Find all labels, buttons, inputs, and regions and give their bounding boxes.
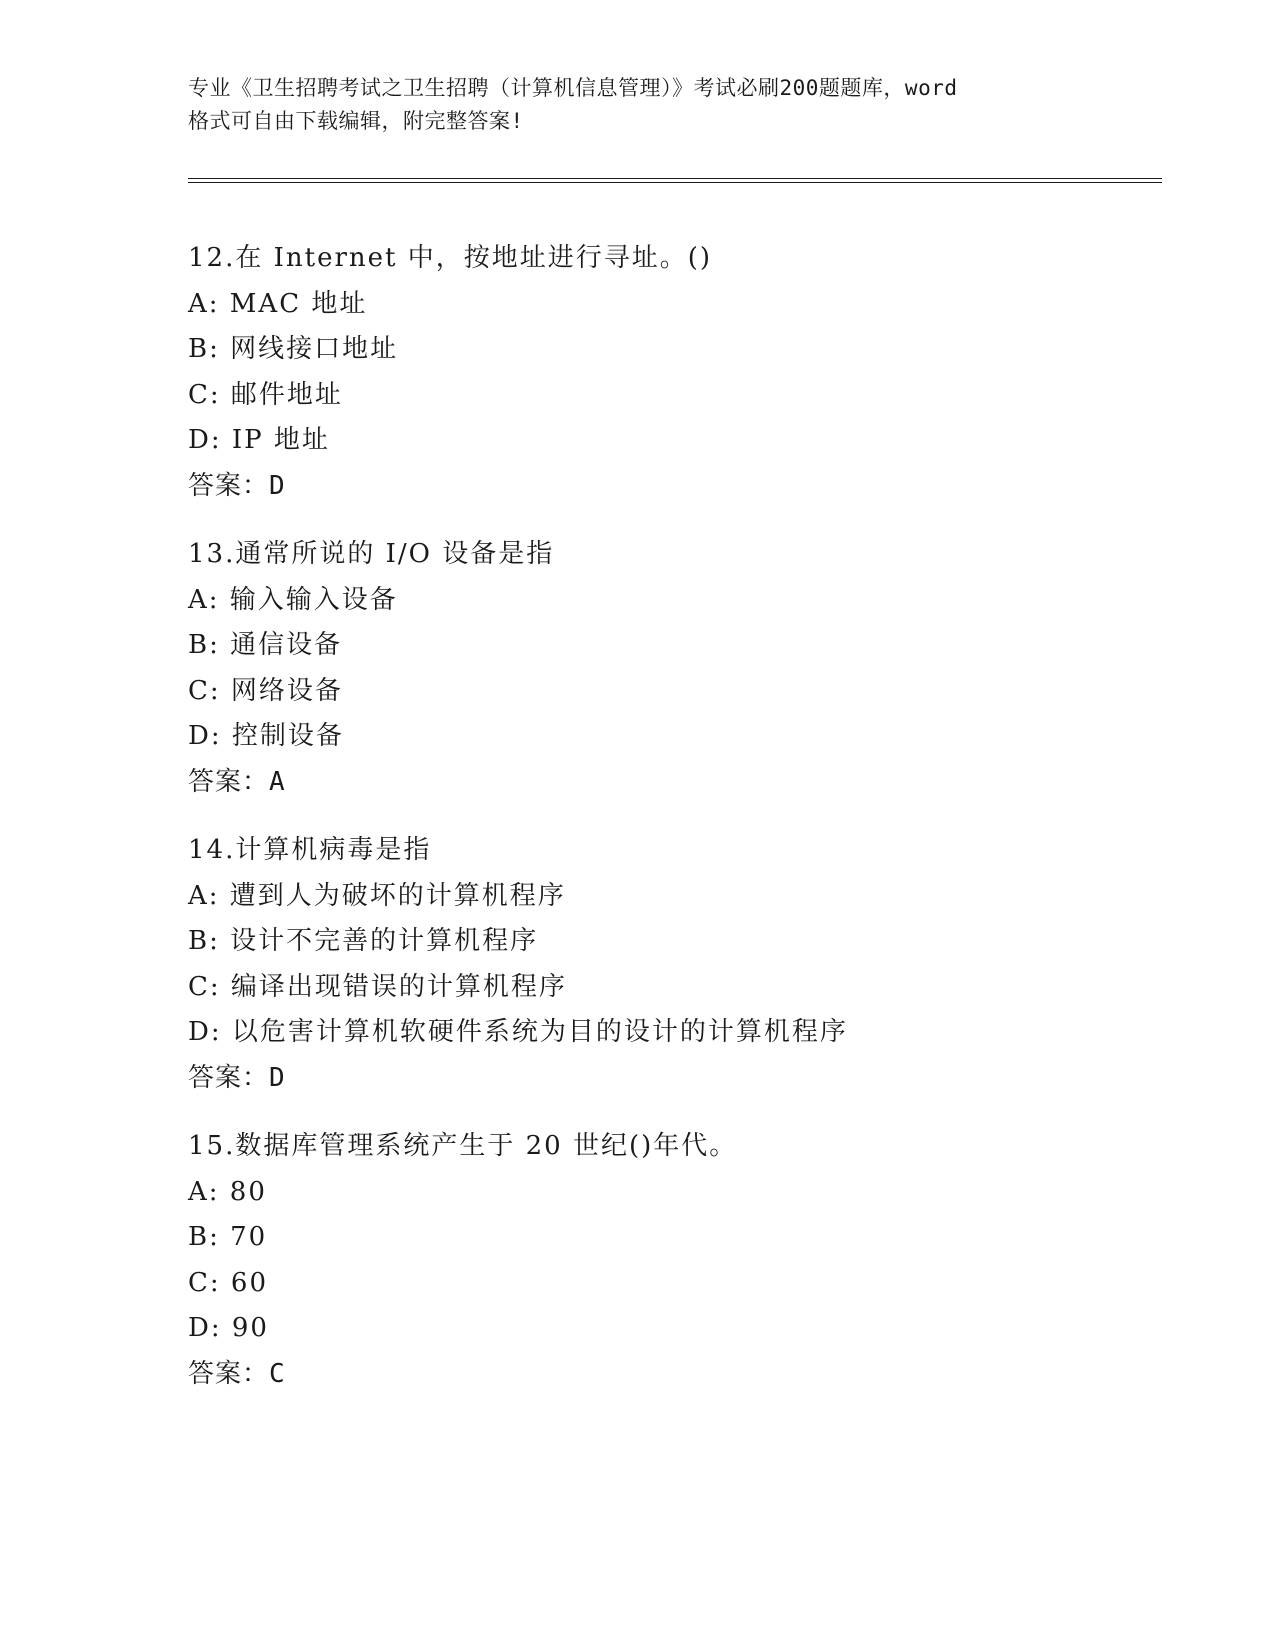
answer-label: 答案：D <box>188 1062 286 1093</box>
answer-label: 答案：D <box>188 470 286 501</box>
question-stem: 14.计算机病毒是指 <box>188 835 432 865</box>
question-12 <box>188 236 1148 509</box>
option-a: A: 80 <box>188 1176 267 1207</box>
question-stem: 12.在 Internet 中，按地址进行寻址。() <box>188 243 713 273</box>
option-b: B: 设计不完善的计算机程序 <box>188 926 539 956</box>
option-c: C: 网络设备 <box>188 675 343 706</box>
option-d: D: IP 地址 <box>188 425 330 455</box>
option-b: B: 网线接口地址 <box>188 334 399 364</box>
header-divider <box>188 178 1162 183</box>
question-15 <box>188 1124 1148 1397</box>
option-a: A: 遭到人为破坏的计算机程序 <box>188 880 566 911</box>
question-stem: 15.数据库管理系统产生于 20 世纪()年代。 <box>188 1131 738 1161</box>
option-a: A: 输入输入设备 <box>188 584 398 615</box>
document-header <box>188 72 1088 138</box>
option-c: C: 60 <box>188 1267 269 1298</box>
header-line-1: 专业《卫生招聘考试之卫生招聘（计算机信息管理）》考试必刷200题题库，word <box>188 76 958 100</box>
question-list <box>188 236 1148 1420</box>
question-14 <box>188 828 1148 1101</box>
option-d: D: 90 <box>188 1313 269 1343</box>
option-c: C: 编译出现错误的计算机程序 <box>188 971 567 1002</box>
option-c: C: 邮件地址 <box>188 379 343 410</box>
question-13 <box>188 532 1148 805</box>
option-d: D: 控制设备 <box>188 721 344 751</box>
header-line-2: 格式可自由下载编辑，附完整答案! <box>188 109 524 133</box>
answer-label: 答案：C <box>188 1358 286 1389</box>
answer-label: 答案：A <box>188 766 286 797</box>
option-b: B: 通信设备 <box>188 630 343 660</box>
question-stem: 13.通常所说的 I/O 设备是指 <box>188 539 555 569</box>
option-a: A: MAC 地址 <box>188 288 368 319</box>
option-d: D: 以危害计算机软硬件系统为目的设计的计算机程序 <box>188 1017 848 1047</box>
option-b: B: 70 <box>188 1222 268 1252</box>
